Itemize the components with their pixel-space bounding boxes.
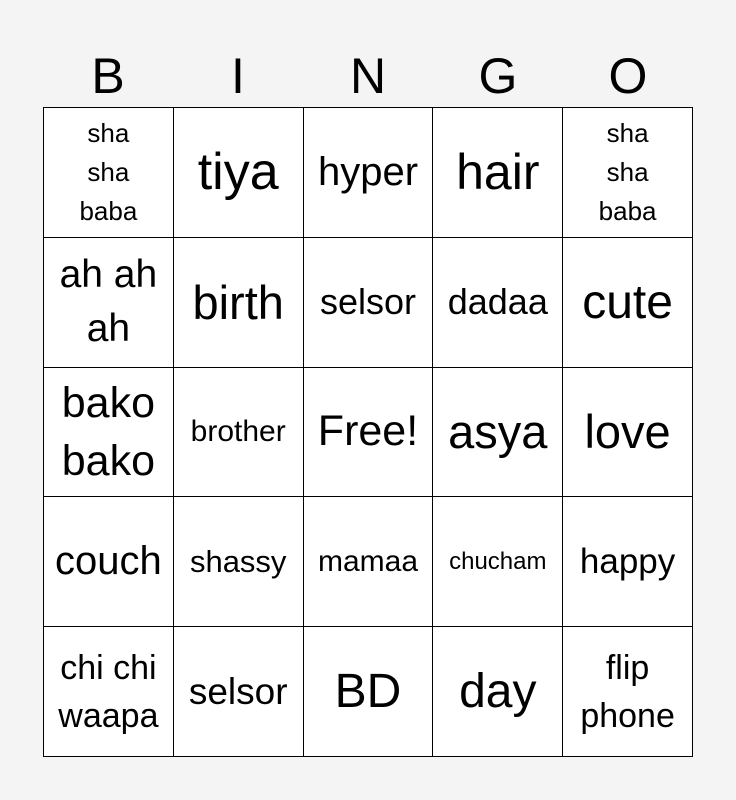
bingo-cell[interactable] (304, 368, 434, 498)
cell-text: chucham (449, 547, 547, 575)
bingo-cell[interactable] (44, 108, 174, 238)
bingo-cell[interactable] (563, 368, 693, 498)
bingo-cell[interactable] (44, 497, 174, 627)
cell-text: flip phone (580, 648, 675, 735)
bingo-cell[interactable] (44, 627, 174, 757)
cell-text: shassy (189, 543, 287, 579)
bingo-board (43, 107, 693, 757)
header-letter-b: B (91, 48, 125, 104)
cell-text: asya (448, 405, 548, 459)
bingo-cell[interactable] (304, 497, 434, 627)
bingo-cell[interactable] (174, 627, 304, 757)
cell-text: chi chi waapa (58, 648, 159, 735)
cell-text: ah ah ah (59, 253, 158, 351)
cell-text: brother (190, 414, 286, 448)
bingo-cell[interactable] (563, 497, 693, 627)
cell-text: day (459, 665, 537, 719)
bingo-header (43, 44, 693, 108)
header-letter-g: G (478, 48, 518, 104)
bingo-cell[interactable] (44, 238, 174, 368)
cell-text: selsor (319, 281, 416, 323)
bingo-cell[interactable] (433, 108, 563, 238)
header-letter-o: O (608, 48, 648, 104)
bingo-cell[interactable] (304, 108, 434, 238)
bingo-cell[interactable] (304, 627, 434, 757)
bingo-cell[interactable] (174, 238, 304, 368)
cell-text: love (584, 405, 671, 459)
cell-text: Free! (317, 407, 419, 456)
cell-text: tiya (197, 143, 279, 202)
cell-text: hyper (317, 149, 419, 194)
header-letter-i: I (231, 48, 245, 104)
bingo-cell[interactable] (433, 497, 563, 627)
header-letter-n: N (349, 48, 387, 104)
bingo-cell[interactable] (44, 368, 174, 498)
cell-text: birth (192, 275, 284, 329)
cell-text: hair (456, 144, 540, 201)
cell-text: BD (334, 665, 402, 719)
bingo-cell[interactable] (433, 627, 563, 757)
cell-text: sha sha baba (79, 117, 138, 226)
bingo-cell[interactable] (563, 238, 693, 368)
cell-text: mamaa (317, 544, 419, 578)
bingo-cell[interactable] (174, 497, 304, 627)
bingo-cell[interactable] (563, 627, 693, 757)
cell-text: sha sha baba (598, 117, 657, 226)
bingo-cell[interactable] (304, 238, 434, 368)
cell-text: couch (55, 539, 162, 584)
bingo-cell[interactable] (433, 368, 563, 498)
cell-text: selsor (188, 670, 288, 712)
bingo-cell[interactable] (174, 108, 304, 238)
bingo-cell[interactable] (563, 108, 693, 238)
cell-text: bako bako (61, 378, 156, 485)
cell-text: dadaa (447, 281, 548, 323)
bingo-cell[interactable] (433, 238, 563, 368)
cell-text: happy (579, 541, 676, 581)
bingo-cell[interactable] (174, 368, 304, 498)
cell-text: cute (582, 275, 673, 329)
